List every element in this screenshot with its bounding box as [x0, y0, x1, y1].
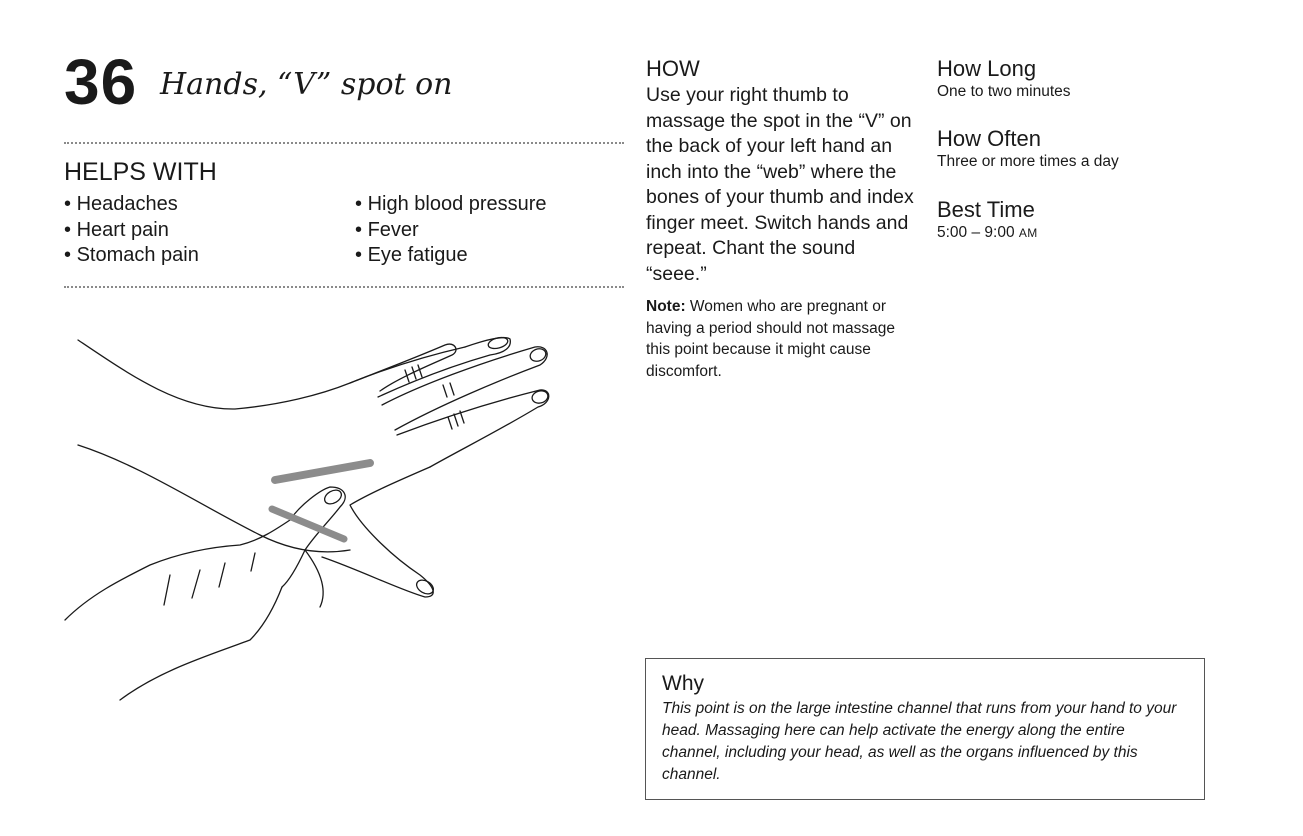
right-hand-outline: [65, 520, 290, 620]
note-text: Women who are pregnant or having a period should not massage this point because it might cause discomfort.: [646, 298, 896, 380]
dotted-divider-bottom: [64, 286, 624, 288]
best-time-suffix: AM: [1018, 226, 1038, 240]
how-often-heading: How Often: [937, 126, 1041, 151]
note-paragraph: [646, 296, 896, 382]
how-instructions: Use your right thumb to massage the spot in the “V” on the back of your left hand an inch into the “web” where the bones of your thumb and index finger meet. Switch hands and repeat. Chant the sound “seee.”: [646, 84, 914, 285]
how-long-value: One to two minutes: [937, 83, 1071, 100]
left-hand-finger: [397, 390, 549, 467]
list-item: • Stomach pain: [64, 243, 199, 269]
helps-with-list-left: [64, 192, 199, 269]
why-body: This point is on the large intestine channel that runs from your hand to your head. Massaging here can help activate the energy along the entire channel, including your head, as well as the organs influenced by this channel.: [662, 700, 1177, 783]
how-heading: HOW: [646, 56, 700, 81]
how-long-block: [937, 58, 1237, 102]
point-title: Hands, “V” spot on: [160, 67, 453, 102]
best-time-value: [937, 223, 1237, 243]
helps-with-list-right: [355, 192, 547, 269]
best-time-heading: Best Time: [937, 197, 1035, 222]
right-hand-fingers: [164, 553, 255, 605]
why-heading: Why: [662, 672, 704, 695]
massage-marker: [275, 463, 370, 480]
dotted-divider-top: [64, 142, 624, 144]
why-box: [645, 658, 1205, 800]
right-hand-index: [305, 550, 323, 607]
helps-with-heading: HELPS WITH: [64, 158, 217, 186]
how-often-value: Three or more times a day: [937, 153, 1119, 170]
hands-illustration: [60, 325, 560, 715]
point-number: 36: [64, 46, 138, 118]
note-label: Note:: [646, 298, 686, 315]
best-time-range: 5:00 – 9:00: [937, 224, 1015, 241]
finger-nail: [487, 336, 509, 351]
list-item: • Headaches: [64, 192, 199, 218]
left-hand-finger: [382, 347, 547, 430]
how-long-heading: How Long: [937, 56, 1037, 81]
list-item: • High blood pressure: [355, 192, 547, 218]
left-hand-finger: [350, 344, 456, 391]
list-item: • Eye fatigue: [355, 243, 547, 269]
left-hand-bottom-edge: [78, 445, 350, 552]
thumb-nail: [322, 487, 344, 506]
best-time-block: [937, 199, 1237, 243]
how-often-block: [937, 128, 1237, 172]
right-hand-lower-edge: [120, 587, 282, 700]
list-item: • Heart pain: [64, 218, 199, 244]
list-item: • Fever: [355, 218, 547, 244]
left-thumb: [322, 467, 433, 597]
